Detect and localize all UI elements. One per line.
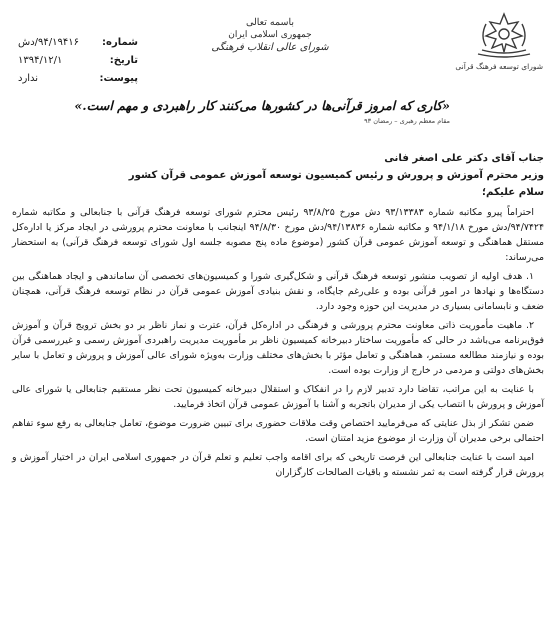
paragraph: احتراماً پیرو مکاتبه شماره ۹۳/۱۳۳۸۳ دش مورخ ۹۳/۸/۲۵ رئیس محترم شورای توسعه فرهنگ قرآنی با جنابعالی و مکاتبه شماره ۹۴/۷۴۲۴/دش مورخ ۹۴/۱/۱۸ و مکاتبه شماره ۹۴/۱۳۸۳۶/دش مورخ ۹۴/۸/۳۰ اینجانب با معاونت محترم پرورشی در ایجاد مرکز یا اداره‌کل مستقل هماهنگی و توسعه آموزش عمومی قرآن کشور (موضوع ماده پنج مصوبه جلسه اول شورای توسعه فرهنگ قرآنی) به استحضار می‌رساند: xyxy=(12,207,544,263)
motto-quote: «کاری که امروز قرآنی‌ها در کشور‌ها می‌کنند کار راهبردی و مهم است.» xyxy=(74,98,450,113)
paragraph: ضمن تشکر از بذل عنایتی که می‌فرمایید اختصاص وقت ملاقات حضوری برای تبیین ضرورت موضوع، تعامل جنابعالی به رفع سوء تفاهم احتمالی برخی مدیران آن وزارت از موضوع مزید امتنان است. xyxy=(12,418,544,444)
council-name: شورای عالی انقلاب فرهنگی xyxy=(211,42,329,53)
letterhead-title xyxy=(195,16,345,55)
meta-attachment: پیوست: ندارد xyxy=(18,72,138,84)
letter-meta xyxy=(18,33,138,87)
seal-emblem-icon xyxy=(472,10,536,60)
country-name: جمهوری اسلامی ایران xyxy=(228,30,312,40)
emblem-caption: شورای توسعه فرهنگ قرآنی xyxy=(455,62,543,71)
paragraph: ۱. هدف اولیه از تصویب منشور توسعه فرهنگ قرآنی و شکل‌گیری شورا و کمیسیون‌های تخصصی آن ساماندهی و ایجاد هماهنگی بین دستگاه‌ها و نهادها در امور قرآنی بوده و علی‌رغم جایگاه، و نقش بنیادی آموزش عمومی قرآن در نظام توسعه فرهنگ قرآنی، همچنان ضعف و نابسامانی بسیاری در مدیریت این حوزه وجود دارد. xyxy=(12,271,544,312)
greeting: سلام علیکم؛ xyxy=(481,187,544,198)
addressee-title: وزیر محترم آموزش و پرورش و رئیس کمیسیون توسعه آموزش عمومی قرآن کشور xyxy=(128,170,544,181)
bismillah: باسمه تعالی xyxy=(245,17,295,28)
meta-number: شماره: ۹۴/۱۹۴۱۶/دش xyxy=(18,36,138,48)
council-emblem xyxy=(455,10,543,72)
meta-date: تاریخ: ۱۳۹۴/۱۲/۱ xyxy=(18,54,138,66)
motto-attribution: مقام معظم رهبری – رمضان ۹۳ xyxy=(364,117,450,125)
letter-body xyxy=(12,150,544,480)
paragraph: با عنایت به این مراتب، تقاضا دارد تدبیر لازم را در انفکاک و استقلال دبیرخانه کمیسیون تحت نظر مستقیم جنابعالی یا شورای عالی آموزش و پرورش با انتصاب یکی از مدیران باتجربه و آشنا با آموزش عمومی قرآن اتخاذ فرمایید. xyxy=(12,384,544,410)
paragraph: ۲. ماهیت مأموریت ذاتی معاونت محترم پرورشی و فرهنگی در اداره‌کل قرآن، عترت و نماز ناظر بر دو بخش ترویج قرآن و آموزش فوق‌برنامه می‌باشد در حالی که مأموریت ساختار دبیرخانه کمیسیون ناظر بر مأموریت مدیریت راهبردی آموزش رسمی و غیررسمی قرآن بوده و نیازمند مطالعه مستمر، هماهنگی و تعامل مؤثر با بخش‌های مختلف وزارت به‌ویژه شورای عالی آموزش و پرورش و تعامل با سایر بخش‌های دولتی و مردمی در خارج از وزارت بوده است. xyxy=(12,320,544,376)
paragraph: امید است با عنایت جنابعالی این فرصت تاریخی که برای اقامه واجب تعلیم و تعلم قرآن در جمهوری اسلامی ایران در اختیار آموزش و پرورش قرار گرفته است به ثمر نشسته و باقیات الصالحات کارگزاران xyxy=(12,452,544,478)
addressee-name: جناب آقای دکتر علی اصغر فانی xyxy=(384,153,544,164)
